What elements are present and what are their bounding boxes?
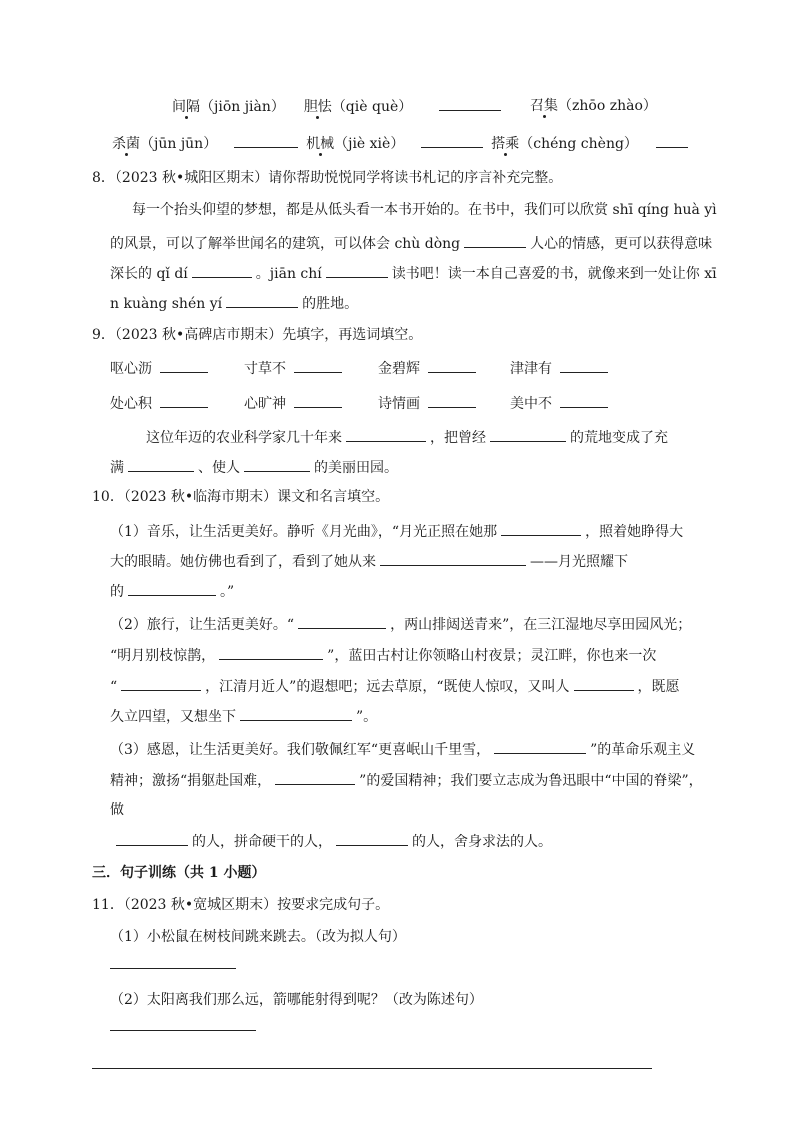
answer-blank[interactable]: [160, 358, 208, 373]
answer-blank[interactable]: [501, 521, 581, 536]
answer-blank[interactable]: [494, 739, 586, 754]
answer-blank[interactable]: [121, 676, 201, 691]
q10-part3-line1: （3）感恩，让生活更美好。我们敬佩红军“更喜岷山千里雪， ”的革命乐观主义: [110, 739, 695, 760]
answer-blank[interactable]: [219, 645, 323, 660]
q7-word-zhaoji: 召集: [530, 98, 558, 114]
answer-blank[interactable]: [560, 393, 608, 408]
answer-blank[interactable]: [244, 457, 310, 472]
q9-idiom-1: 呕心沥: [110, 358, 212, 379]
q7-row-1: 间隔（jiōn jiàn） 胆怯（qiè què）: [172, 96, 505, 117]
q8-heading: 8．（2023 秋•城阳区期末）请你帮助悦悦同学将读书札记的序言补充完整。: [92, 170, 563, 186]
q10-part2-line2: “明月别枝惊鹊， ”，蓝田古村让你领略山村夜景；灵江畔，你也来一次: [110, 645, 656, 666]
q10-part2-line1: （2）旅行，让生活更美好。“ ，两山排闼送青来”，在三江湿地尽享田园风光；: [110, 614, 691, 635]
answer-line[interactable]: [110, 1030, 256, 1031]
q10-part3-line3: 做: [110, 802, 124, 818]
q11-item-2: （2）太阳离我们那么远，箭哪能射得到呢？（改为陈述句）: [110, 992, 483, 1008]
answer-blank[interactable]: [326, 263, 388, 278]
q11-heading: 11．（2023 秋•宽城区期末）按要求完成句子。: [92, 897, 390, 913]
answer-blank[interactable]: [192, 263, 252, 278]
q9-idiom-4: 津津有: [510, 358, 612, 379]
q7-word-jixie: 机械: [306, 136, 335, 152]
answer-blank[interactable]: [128, 457, 194, 472]
answer-blank[interactable]: [275, 770, 355, 785]
answer-blank[interactable]: [160, 393, 208, 408]
q10-part3-line2: 精神；激扬“捐躯赴国难， ”的爱国精神；我们要立志成为鲁迅眼中“中国的脊梁”，: [110, 770, 703, 791]
q9-sentence-2: 满 、使人 的美丽田园。: [110, 457, 398, 478]
q9-idiom-5: 处心积: [110, 393, 212, 414]
answer-blank[interactable]: [234, 133, 298, 148]
answer-blank[interactable]: [574, 676, 634, 691]
q9-idiom-2: 寸草不: [244, 358, 346, 379]
q9-idiom-6: 心旷神: [244, 393, 346, 414]
q10-part1-line3: 的 。”: [110, 581, 234, 602]
q9-sentence-1: 这位年迈的农业科学家几十年来 ，把曾经 的荒地变成了充: [146, 427, 668, 448]
answer-blank[interactable]: [560, 358, 608, 373]
answer-blank[interactable]: [294, 393, 342, 408]
q10-part2-line4: 久立四望，又想坐下 ”。: [110, 706, 377, 727]
answer-blank[interactable]: [128, 581, 216, 596]
q7-word-jiange: 间隔: [172, 99, 200, 115]
q7-word-dacheng: 搭乘: [491, 136, 520, 152]
answer-blank[interactable]: [428, 358, 476, 373]
q8-line-3: 深长的 qǐ dí 。jiān chí 读书吧！读一本自己喜爱的书，就像来到一处让你 xī: [110, 263, 717, 284]
answer-blank[interactable]: [428, 393, 476, 408]
q8-line-2: 的风景，可以了解举世闻名的建筑，可以体会 chù dòng 人心的情感，更可以获得意味: [110, 233, 712, 254]
answer-blank[interactable]: [294, 358, 342, 373]
answer-blank[interactable]: [439, 96, 501, 111]
answer-blank[interactable]: [421, 133, 483, 148]
q7-row-2: 杀菌（jūn jūn） 机械（jiè xiè） 搭乘（chéng chèng）: [112, 133, 692, 154]
q10-part2-line3: “ ，江清月近人”的遐想吧；远去草原，“既使人惊叹，又叫人 ，既愿: [110, 676, 680, 697]
answer-blank[interactable]: [116, 831, 188, 846]
q7-word-danqie: 胆怯: [303, 99, 332, 115]
q10-part1-line2: 大的眼睛。她仿佛也看到了，看到了她从来 ——月光照耀下: [110, 551, 628, 572]
answer-blank[interactable]: [464, 233, 526, 248]
q8-line-1: 每一个抬头仰望的梦想，都是从低头看一本书开始的。在书中，我们可以欣赏 shī qíng huà yì: [132, 202, 717, 218]
q10-heading: 10．（2023 秋•临海市期末）课文和名言填空。: [92, 489, 390, 505]
answer-blank[interactable]: [380, 551, 526, 566]
answer-line[interactable]: [110, 968, 236, 969]
answer-blank[interactable]: [298, 614, 386, 629]
q9-idiom-7: 诗情画: [378, 393, 480, 414]
q9-idiom-3: 金碧辉: [378, 358, 480, 379]
q8-line-4: n kuàng shén yí 的胜地。: [110, 293, 358, 314]
q7-word-shajun: 杀菌: [112, 136, 140, 152]
answer-blank[interactable]: [226, 293, 298, 308]
q11-item-1: （1）小松鼠在树枝间跳来跳去。（改为拟人句）: [110, 929, 406, 945]
q7-row-1b: 召集（zhōo zhào）: [530, 98, 657, 114]
answer-blank[interactable]: [240, 706, 352, 721]
answer-blank[interactable]: [490, 427, 566, 442]
answer-blank[interactable]: [336, 831, 408, 846]
section-title: 三．句子训练（共 1 小题）: [92, 865, 266, 881]
q10-part3-line4: 的人，拼命硬干的人， 的人，舍身求法的人。: [110, 831, 552, 852]
q9-heading: 9．（2023 秋•高碑店市期末）先填字，再选词填空。: [92, 327, 423, 343]
answer-blank[interactable]: [656, 133, 688, 148]
footer-divider: [92, 1068, 652, 1069]
answer-blank[interactable]: [346, 427, 426, 442]
q10-part1-line1: （1）音乐，让生活更美好。静听《月光曲》，“月光正照在她那 ，照着她睁得大: [110, 521, 683, 542]
q9-idiom-8: 美中不: [510, 393, 612, 414]
